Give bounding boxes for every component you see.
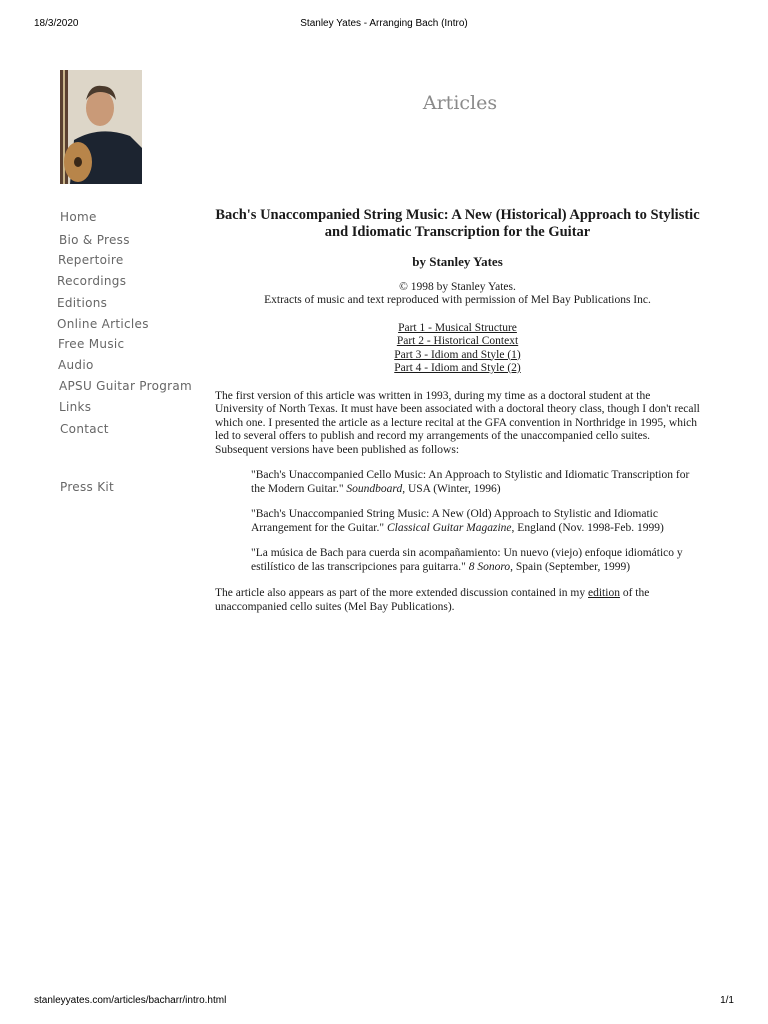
print-page-title: Stanley Yates - Arranging Bach (Intro) [300, 18, 468, 29]
publication-journal: 8 Sonoro [468, 560, 511, 573]
part-2-link[interactable]: Part 2 - Historical Context [396, 335, 519, 347]
publication-citation: "La música de Bach para cuerda sin acompañamiento: Un nuevo (viejo) enfoque idiomático y estilístico de las transcripciones para guitarra." [251, 547, 683, 573]
guitarist-portrait-image [60, 70, 142, 184]
print-header [0, 18, 768, 32]
intro-paragraph: The first version of this article was written in 1993, during my time as a doctoral student at the University of North Texas. It must have been associated with a doctoral theory class, though I don't recall which one. I presented the article as a lecture recital at the GFA convention in Northridge in 1995, which led to several offers to publish and record my arrangements of the unaccompanied cello suites. Subsequent versions have been published as follows: [215, 389, 700, 456]
article-byline: by Stanley Yates [412, 254, 503, 269]
closing-paragraph [215, 587, 700, 614]
nav-apsu-guitar-program-link[interactable]: APSU Guitar Program [59, 379, 193, 393]
part-1-link[interactable]: Part 1 - Musical Structure [398, 321, 517, 334]
article-title: Bach's Unaccompanied String Music: A New (Historical) Approach to Stylistic and Idiomatic Transcription for the Guitar [215, 207, 700, 240]
print-url: stanleyyates.com/articles/bacharr/intro.html [34, 995, 227, 1006]
nav-recordings-link[interactable]: Recordings [57, 274, 127, 288]
publication-details: , England (Nov. 1998-Feb. 1999) [511, 521, 664, 534]
copyright-line: © 1998 by Stanley Yates. [399, 280, 516, 293]
publication-details: , USA (Winter, 1996) [402, 482, 501, 495]
article-content [215, 207, 700, 626]
closing-text: The article also appears as part of the more extended discussion contained in my [215, 587, 588, 599]
nav-repertoire-link[interactable]: Repertoire [58, 253, 124, 267]
publication-details: , Spain (September, 1999) [510, 560, 631, 573]
nav-bio-press-link[interactable]: Bio & Press [59, 233, 130, 247]
publication-item [251, 547, 700, 574]
copyright-notice [215, 281, 700, 308]
part-4-link[interactable]: Part 4 - Idiom and Style (2) [394, 362, 521, 374]
permission-line: Extracts of music and text reproduced with permission of Mel Bay Publications Inc. [264, 294, 651, 306]
nav-free-music-link[interactable]: Free Music [58, 337, 125, 351]
publication-item [251, 469, 700, 496]
print-page-number: 1/1 [720, 995, 734, 1006]
nav-editions-link[interactable]: Editions [57, 296, 108, 310]
nav-press-kit-link[interactable]: Press Kit [60, 480, 115, 494]
publication-item [251, 508, 700, 535]
print-footer [0, 995, 768, 1009]
closing-text-end: of the unaccompanied cello suites (Mel Bay Publications). [215, 587, 650, 613]
publication-citation: "Bach's Unaccompanied String Music: A New (Old) Approach to Stylistic and Idiomatic Arrangement for the Guitar." [251, 508, 658, 534]
edition-link[interactable]: edition [588, 587, 620, 599]
publication-citation: "Bach's Unaccompanied Cello Music: An Approach to Stylistic and Idiomatic Transcription for the Modern Guitar." [251, 469, 690, 495]
publication-journal: Soundboard [346, 482, 403, 495]
print-date: 18/3/2020 [34, 18, 79, 29]
parts-list [215, 322, 700, 376]
section-title: Articles [422, 92, 498, 114]
part-3-link[interactable]: Part 3 - Idiom and Style (1) [394, 348, 521, 361]
nav-home-link[interactable]: Home [60, 210, 97, 224]
nav-online-articles-link[interactable]: Online Articles [57, 317, 149, 331]
nav-audio-link[interactable]: Audio [58, 358, 94, 372]
nav-links-link[interactable]: Links [59, 400, 92, 414]
publication-journal: Classical Guitar Magazine [386, 521, 512, 534]
nav-contact-link[interactable]: Contact [60, 422, 109, 436]
author-photo [60, 70, 142, 184]
